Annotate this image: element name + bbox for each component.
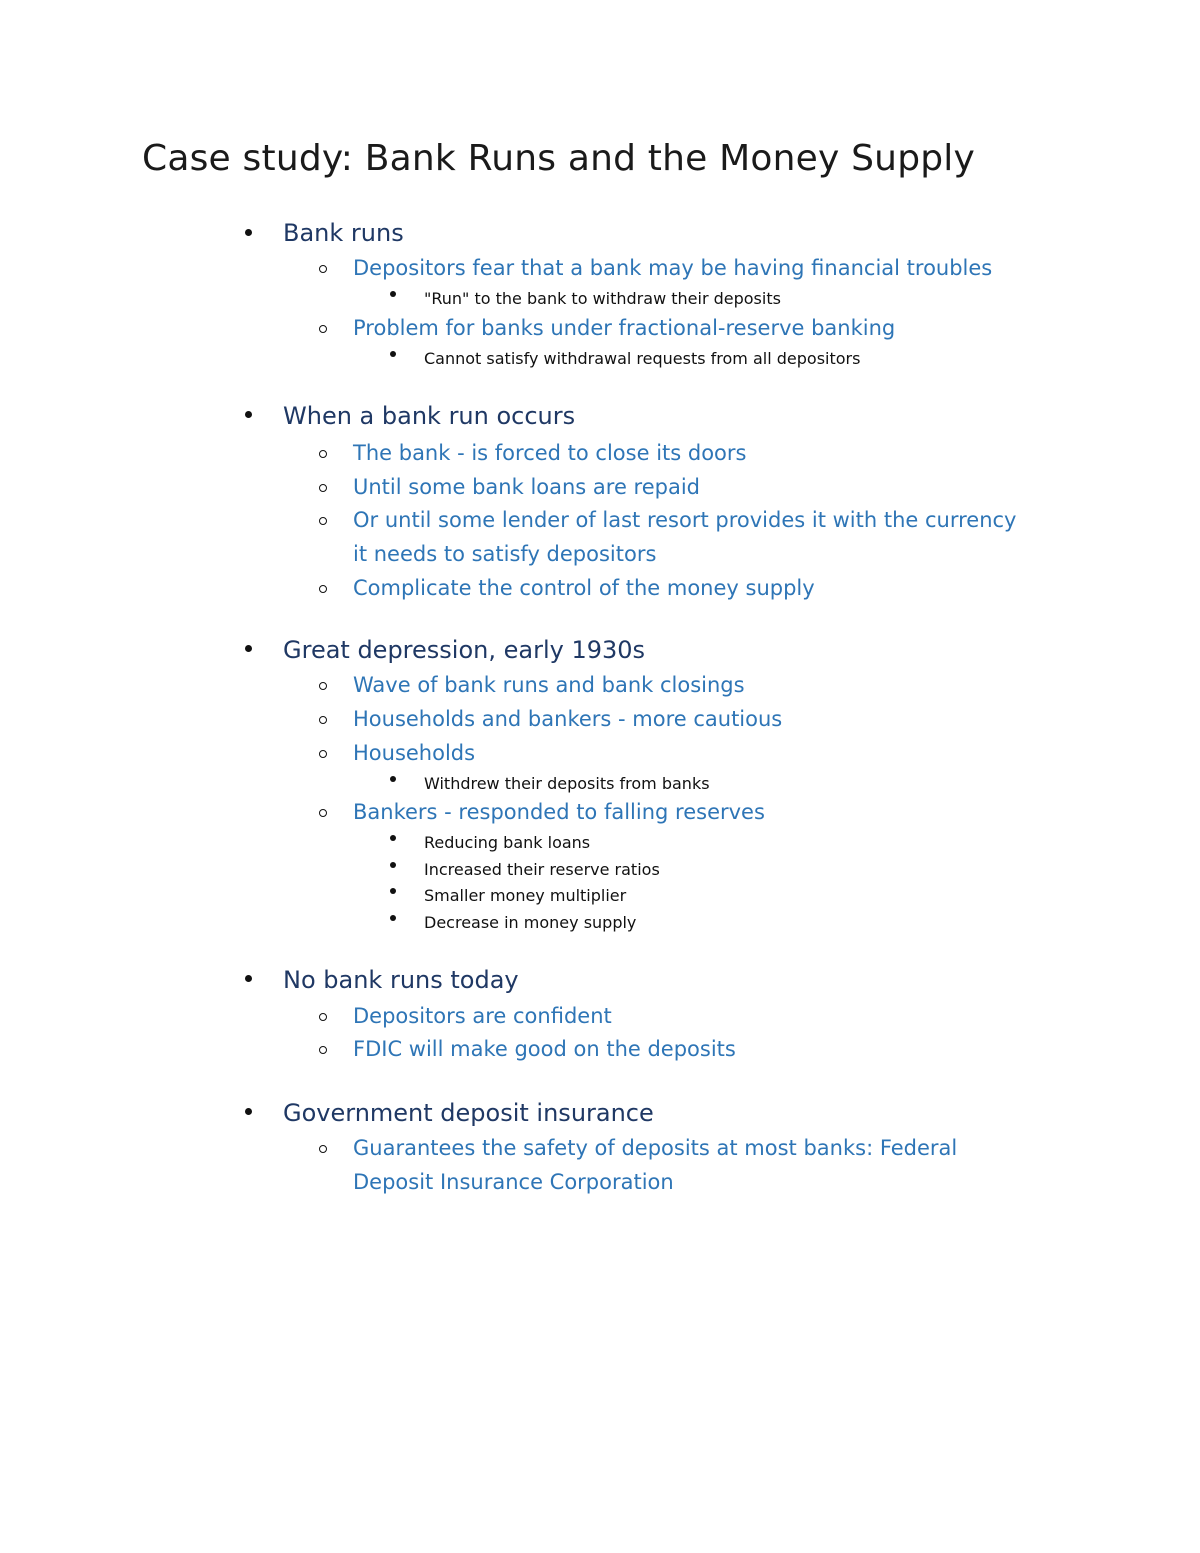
circle-bullet-icon: [319, 450, 327, 458]
section-heading: When a bank run occurs: [283, 402, 576, 430]
list-item: FDIC will make good on the deposits: [353, 1037, 736, 1061]
bullet-icon: [390, 862, 396, 868]
circle-bullet-icon: [319, 1046, 327, 1054]
sub-list-item: Reducing bank loans: [424, 833, 591, 852]
sub-list-item: Withdrew their deposits from banks: [424, 774, 710, 793]
bullet-icon: [390, 351, 396, 357]
list-item: Complicate the control of the money supply: [353, 576, 815, 600]
list-item: Households: [353, 741, 476, 765]
circle-bullet-icon: [319, 517, 327, 525]
section-heading: No bank runs today: [283, 966, 519, 994]
circle-bullet-icon: [319, 265, 327, 273]
circle-bullet-icon: [319, 325, 327, 333]
sub-list-item: Increased their reserve ratios: [424, 860, 660, 879]
circle-bullet-icon: [319, 484, 327, 492]
section-heading: Government deposit insurance: [283, 1099, 654, 1127]
circle-bullet-icon: [319, 1145, 327, 1153]
section-heading: Bank runs: [283, 219, 404, 247]
list-item-continuation: Deposit Insurance Corporation: [353, 1170, 674, 1194]
section-heading: Great depression, early 1930s: [283, 636, 646, 664]
circle-bullet-icon: [319, 809, 327, 817]
sub-list-item: Decrease in money supply: [424, 913, 637, 932]
bullet-icon: [390, 888, 396, 894]
bullet-icon: [245, 229, 252, 236]
list-item: Bankers - responded to falling reserves: [353, 800, 765, 824]
list-item: The bank - is forced to close its doors: [353, 441, 747, 465]
bullet-icon: [245, 645, 252, 652]
bullet-icon: [390, 776, 396, 782]
list-item: Wave of bank runs and bank closings: [353, 673, 745, 697]
list-item: Households and bankers - more cautious: [353, 707, 783, 731]
bullet-icon: [390, 835, 396, 841]
bullet-icon: [245, 1108, 252, 1115]
circle-bullet-icon: [319, 682, 327, 690]
list-item: Guarantees the safety of deposits at most banks: Federal: [353, 1136, 958, 1160]
list-item: Problem for banks under fractional-reserve banking: [353, 316, 896, 340]
circle-bullet-icon: [319, 750, 327, 758]
circle-bullet-icon: [319, 1013, 327, 1021]
list-item: Depositors are confident: [353, 1004, 612, 1028]
circle-bullet-icon: [319, 585, 327, 593]
circle-bullet-icon: [319, 716, 327, 724]
bullet-icon: [245, 411, 252, 418]
list-item: Depositors fear that a bank may be having financial troubles: [353, 256, 993, 280]
sub-list-item: Cannot satisfy withdrawal requests from all depositors: [424, 349, 861, 368]
list-item: Until some bank loans are repaid: [353, 475, 701, 499]
list-item-continuation: it needs to satisfy depositors: [353, 542, 657, 566]
list-item: Or until some lender of last resort provides it with the currency: [353, 508, 1017, 532]
bullet-icon: [245, 975, 252, 982]
bullet-icon: [390, 915, 396, 921]
sub-list-item: "Run" to the bank to withdraw their deposits: [424, 289, 781, 308]
bullet-icon: [390, 291, 396, 297]
document-title: Case study: Bank Runs and the Money Supply: [142, 138, 976, 179]
sub-list-item: Smaller money multiplier: [424, 886, 627, 905]
